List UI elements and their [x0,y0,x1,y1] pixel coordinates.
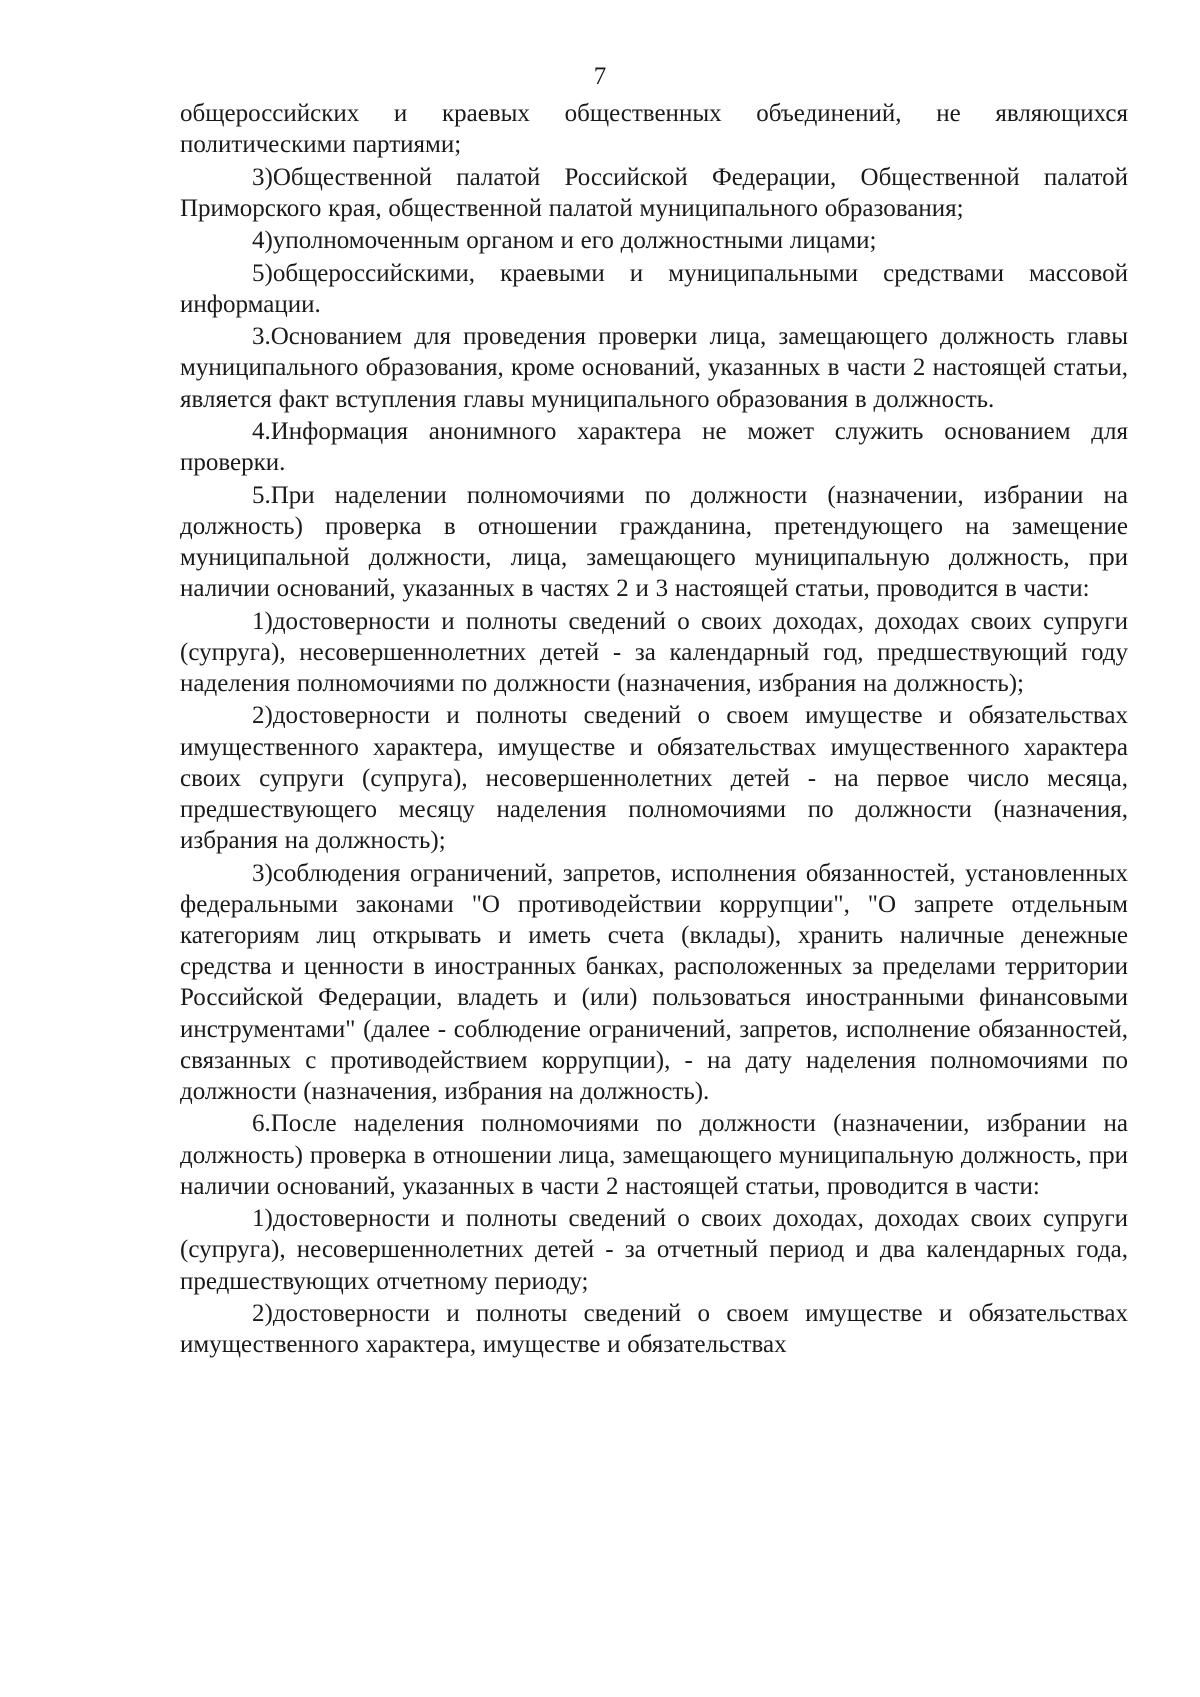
paragraph: 6.После наделения полномочиями по должности (назначении, избрании на должность) проверка в отношении лица, замещающего муниципальную должность, при наличии оснований, указанных в части 2 настоящей статьи, проводится в части: [180,1110,1128,1200]
paragraph: 3)Общественной палатой Российской Федерации, Общественной палатой Приморского края, общественной палатой муниципального образования; [180,163,1128,222]
paragraph: 5.При наделении полномочиями по должности (назначении, избрании на должность) проверка в отношении гражданина, претендующего на замещение муниципальной должности, лица, замещающего муниципальную должность, при наличии оснований, указанных в частях 2 и 3 настоящей статьи, проводится в части: [180,481,1128,603]
document-body [180,98,1128,1362]
paragraph: 5)общероссийскими, краевыми и муниципальными средствами массовой информации. [180,259,1128,318]
page-number: 7 [593,63,607,90]
paragraph: общероссийских и краевых общественных объединений, не являющихся политическими партиями; [180,100,1128,159]
paragraph: 4)уполномоченным органом и его должностными лицами; [252,227,877,255]
paragraph: 2)достоверности и полноты сведений о своем имуществе и обязательствах имущественного характера, имуществе и обязательствах [180,1299,1128,1359]
paragraph: 4.Информация анонимного характера не может служить основанием для проверки. [180,417,1128,477]
paragraph: 1)достоверности и полноты сведений о своих доходах, доходах своих супруги (супруга), несовершеннолетних детей - за отчетный период и два календарных года, предшествующих отчетному периоду; [180,1205,1128,1295]
paragraph: 3)соблюдения ограничений, запретов, исполнения обязанностей, установленных федеральными законами "О противодействии коррупции", "О запрете отдельным категориям лиц открывать и иметь счета (вклады), хранить наличные денежные средства и ценности в иностранных банках, расположенных за пределами территории Российской Федерации, владеть и (или) пользоваться иностранными финансовыми инструментами" (далее - соблюдение ограничений, запретов, исполнение обязанностей, связанных с противодействием коррупции), - на дату наделения полномочиями по должности (назначения, избрания на должность). [180,859,1128,1105]
paragraph: 3.Основанием для проведения проверки лица, замещающего должность главы муниципального образования, кроме оснований, указанных в части 2 настоящей статьи, является факт вступления главы муниципального образования в должность. [180,323,1128,413]
paragraph: 1)достоверности и полноты сведений о своих доходах, доходах своих супруги (супруга), несовершеннолетних детей - за календарный год, предшествующий году наделения полномочиями по должности (назначения, избрания на должность); [180,607,1128,697]
paragraph: 2)достоверности и полноты сведений о своем имуществе и обязательствах имущественного характера, имуществе и обязательствах имущественного характера своих супруги (супруга), несовершеннолетних детей - на первое число месяца, предшествующего месяцу наделения полномочиями по должности (назначения, избрания на должность); [180,702,1128,855]
